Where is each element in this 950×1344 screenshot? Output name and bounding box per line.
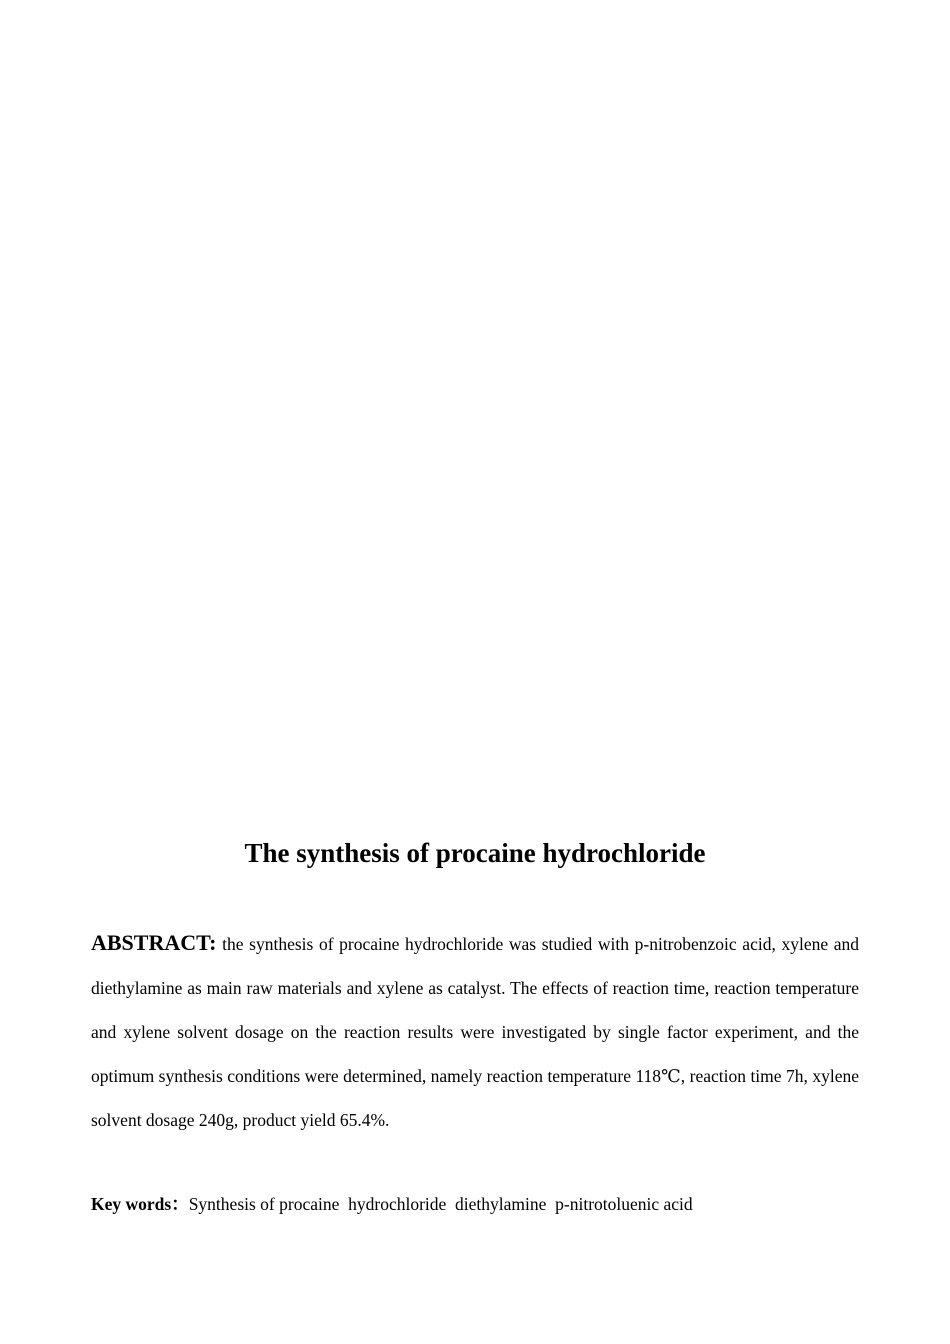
abstract-label: ABSTRACT:: [91, 930, 217, 955]
keywords-label: Key words：: [91, 1194, 189, 1214]
abstract-text: the synthesis of procaine hydrochloride was studied with p-nitrobenzoic acid, xylene and diethylamine as main raw materials and xylene as catalyst. The effects of reaction time, reaction temperature and xylene solvent dosage on the reaction results were investigated by single factor experiment, and the optimum synthesis conditions were determined, namely reaction temperature 118℃, reaction time 7h, xylene solvent dosage 240g, product yield 65.4%.: [91, 934, 859, 1130]
abstract-paragraph: [91, 921, 859, 1142]
paper-title: The synthesis of procaine hydrochloride: [244, 838, 706, 868]
keywords-text: Synthesis of procaine hydrochloride diethylamine p-nitrotoluenic acid: [188, 1194, 693, 1214]
keywords-line: [91, 1191, 859, 1217]
